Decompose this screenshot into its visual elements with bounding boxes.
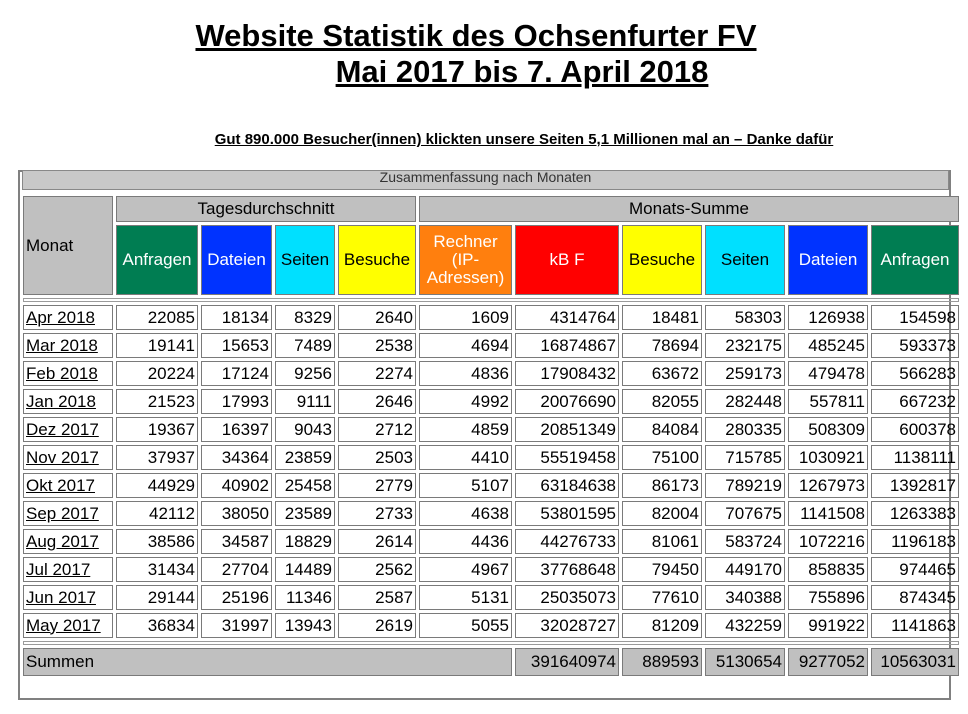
daily-anfragen-cell: 19367 (116, 417, 198, 442)
monthly-seiten-cell: 707675 (705, 501, 785, 526)
monthly-besuche-cell: 79450 (622, 557, 702, 582)
daily-besuche-cell: 2274 (338, 361, 416, 386)
month-link[interactable]: Feb 2018 (26, 363, 98, 383)
summen-label: Summen (23, 648, 512, 676)
monthly-seiten-cell: 282448 (705, 389, 785, 414)
daily-seiten-cell: 9111 (275, 389, 335, 414)
daily-besuche-cell: 2562 (338, 557, 416, 582)
month-cell (23, 529, 113, 554)
daily-anfragen-cell: 44929 (116, 473, 198, 498)
summen-kbf: 391640974 (515, 648, 619, 676)
footer-separator (23, 641, 959, 645)
kbf-cell: 20076690 (515, 389, 619, 414)
rechner-cell: 4436 (419, 529, 512, 554)
kbf-cell: 55519458 (515, 445, 619, 470)
monthly-dateien-cell: 508309 (788, 417, 868, 442)
kbf-cell: 44276733 (515, 529, 619, 554)
month-cell (23, 389, 113, 414)
month-link[interactable]: Okt 2017 (26, 475, 95, 495)
month-cell (23, 305, 113, 330)
monthly-dateien-cell: 1267973 (788, 473, 868, 498)
table-row (23, 333, 959, 358)
monthly-anfragen-cell: 593373 (871, 333, 959, 358)
daily-anfragen-cell: 20224 (116, 361, 198, 386)
table-row (23, 305, 959, 330)
daily-seiten-cell: 9043 (275, 417, 335, 442)
daily-dateien-cell: 27704 (201, 557, 272, 582)
table-row (23, 445, 959, 470)
monthly-besuche-cell: 82004 (622, 501, 702, 526)
rechner-cell: 5055 (419, 613, 512, 638)
daily-dateien-cell: 31997 (201, 613, 272, 638)
monthly-anfragen-cell: 600378 (871, 417, 959, 442)
monthly-seiten-cell: 715785 (705, 445, 785, 470)
daily-anfragen-cell: 36834 (116, 613, 198, 638)
monthly-seiten-cell: 259173 (705, 361, 785, 386)
monthly-anfragen-cell: 1263383 (871, 501, 959, 526)
monthly-anfragen-cell: 1196183 (871, 529, 959, 554)
daily-seiten-cell: 14489 (275, 557, 335, 582)
table-body (23, 305, 959, 638)
daily-besuche-cell: 2646 (338, 389, 416, 414)
column-header-daily-dateien: Dateien (201, 225, 272, 295)
rechner-cell: 1609 (419, 305, 512, 330)
monthly-dateien-cell: 1141508 (788, 501, 868, 526)
daily-anfragen-cell: 42112 (116, 501, 198, 526)
table-row (23, 389, 959, 414)
rechner-cell: 4859 (419, 417, 512, 442)
table-row (23, 473, 959, 498)
monthly-besuche-cell: 18481 (622, 305, 702, 330)
rechner-cell: 4967 (419, 557, 512, 582)
monthly-anfragen-cell: 874345 (871, 585, 959, 610)
month-cell (23, 501, 113, 526)
monthly-dateien-cell: 755896 (788, 585, 868, 610)
table-row (23, 529, 959, 554)
daily-besuche-cell: 2614 (338, 529, 416, 554)
table-row (23, 585, 959, 610)
daily-anfragen-cell: 22085 (116, 305, 198, 330)
daily-seiten-cell: 7489 (275, 333, 335, 358)
daily-dateien-cell: 16397 (201, 417, 272, 442)
monthly-anfragen-cell: 1141863 (871, 613, 959, 638)
daily-besuche-cell: 2779 (338, 473, 416, 498)
month-cell (23, 333, 113, 358)
month-link[interactable]: May 2017 (26, 615, 101, 635)
monthly-besuche-cell: 75100 (622, 445, 702, 470)
kbf-cell: 32028727 (515, 613, 619, 638)
table-row (23, 613, 959, 638)
monthly-besuche-cell: 78694 (622, 333, 702, 358)
daily-seiten-cell: 23859 (275, 445, 335, 470)
column-header-monthly-besuche: Besuche (622, 225, 702, 295)
daily-besuche-cell: 2712 (338, 417, 416, 442)
column-header-rechner: Rechner (IP-Adressen) (419, 225, 512, 295)
rechner-cell: 4638 (419, 501, 512, 526)
daily-anfragen-cell: 29144 (116, 585, 198, 610)
daily-anfragen-cell: 31434 (116, 557, 198, 582)
monthly-dateien-cell: 557811 (788, 389, 868, 414)
column-header-daily-seiten: Seiten (275, 225, 335, 295)
summen-besuche: 889593 (622, 648, 702, 676)
group-header-daily: Tagesdurchschnitt (116, 196, 416, 222)
daily-anfragen-cell: 19141 (116, 333, 198, 358)
daily-dateien-cell: 38050 (201, 501, 272, 526)
monthly-seiten-cell: 280335 (705, 417, 785, 442)
daily-dateien-cell: 17993 (201, 389, 272, 414)
monthly-anfragen-cell: 154598 (871, 305, 959, 330)
monthly-dateien-cell: 479478 (788, 361, 868, 386)
daily-dateien-cell: 18134 (201, 305, 272, 330)
summen-seiten: 5130654 (705, 648, 785, 676)
daily-dateien-cell: 34587 (201, 529, 272, 554)
month-cell (23, 557, 113, 582)
kbf-cell: 17908432 (515, 361, 619, 386)
kbf-cell: 20851349 (515, 417, 619, 442)
monthly-besuche-cell: 86173 (622, 473, 702, 498)
monthly-besuche-cell: 81209 (622, 613, 702, 638)
month-cell (23, 445, 113, 470)
column-header-daily-anfragen: Anfragen (116, 225, 198, 295)
column-header-monat: Monat (23, 196, 113, 295)
kbf-cell: 37768648 (515, 557, 619, 582)
daily-besuche-cell: 2733 (338, 501, 416, 526)
monthly-seiten-cell: 449170 (705, 557, 785, 582)
month-link[interactable]: Jan 2018 (26, 391, 96, 411)
kbf-cell: 16874867 (515, 333, 619, 358)
rechner-cell: 4410 (419, 445, 512, 470)
monthly-anfragen-cell: 974465 (871, 557, 959, 582)
page-title: Website Statistik des Ochsenfurter FV (195, 18, 757, 53)
monthly-besuche-cell: 84084 (622, 417, 702, 442)
monthly-dateien-cell: 1072216 (788, 529, 868, 554)
month-link[interactable]: Jul 2017 (26, 559, 91, 579)
daily-dateien-cell: 15653 (201, 333, 272, 358)
month-cell (23, 417, 113, 442)
monthly-dateien-cell: 1030921 (788, 445, 868, 470)
column-header-monthly-seiten: Seiten (705, 225, 785, 295)
daily-dateien-cell: 17124 (201, 361, 272, 386)
monthly-seiten-cell: 583724 (705, 529, 785, 554)
daily-besuche-cell: 2640 (338, 305, 416, 330)
rechner-cell: 4836 (419, 361, 512, 386)
monthly-dateien-cell: 991922 (788, 613, 868, 638)
daily-seiten-cell: 13943 (275, 613, 335, 638)
monthly-seiten-cell: 58303 (705, 305, 785, 330)
table-row (23, 557, 959, 582)
month-cell (23, 613, 113, 638)
rechner-cell: 5107 (419, 473, 512, 498)
daily-dateien-cell: 40902 (201, 473, 272, 498)
daily-seiten-cell: 9256 (275, 361, 335, 386)
month-link[interactable]: Sep 2017 (26, 503, 99, 523)
summen-dateien: 9277052 (788, 648, 868, 676)
monthly-seiten-cell: 340388 (705, 585, 785, 610)
monthly-besuche-cell: 81061 (622, 529, 702, 554)
kbf-cell: 25035073 (515, 585, 619, 610)
summen-anfragen: 10563031 (871, 648, 959, 676)
daily-besuche-cell: 2619 (338, 613, 416, 638)
daily-seiten-cell: 8329 (275, 305, 335, 330)
daily-besuche-cell: 2587 (338, 585, 416, 610)
daily-anfragen-cell: 38586 (116, 529, 198, 554)
monthly-anfragen-cell: 667232 (871, 389, 959, 414)
rechner-cell: 4992 (419, 389, 512, 414)
month-link[interactable]: Aug 2017 (26, 531, 99, 551)
kbf-cell: 53801595 (515, 501, 619, 526)
monthly-seiten-cell: 789219 (705, 473, 785, 498)
monthly-anfragen-cell: 566283 (871, 361, 959, 386)
month-link[interactable]: Dez 2017 (26, 419, 99, 439)
month-link[interactable]: Apr 2018 (26, 307, 95, 327)
month-link[interactable]: Jun 2017 (26, 587, 96, 607)
daily-besuche-cell: 2538 (338, 333, 416, 358)
month-cell (23, 473, 113, 498)
group-header-monthly: Monats-Summe (419, 196, 959, 222)
column-header-daily-besuche: Besuche (338, 225, 416, 295)
kbf-cell: 4314764 (515, 305, 619, 330)
monthly-besuche-cell: 77610 (622, 585, 702, 610)
table-row (23, 501, 959, 526)
header-separator (23, 298, 959, 302)
monthly-dateien-cell: 858835 (788, 557, 868, 582)
daily-besuche-cell: 2503 (338, 445, 416, 470)
daily-dateien-cell: 34364 (201, 445, 272, 470)
monthly-stats-table (20, 193, 962, 679)
page-subtitle: Gut 890.000 Besucher(innen) klickten unsere Seiten 5,1 Millionen mal an – Danke dafür (214, 131, 834, 148)
kbf-cell: 63184638 (515, 473, 619, 498)
summen-row (23, 648, 959, 676)
rechner-cell: 4694 (419, 333, 512, 358)
month-cell (23, 585, 113, 610)
monthly-dateien-cell: 485245 (788, 333, 868, 358)
column-header-kbf: kB F (515, 225, 619, 295)
daily-anfragen-cell: 37937 (116, 445, 198, 470)
daily-seiten-cell: 23589 (275, 501, 335, 526)
daily-seiten-cell: 11346 (275, 585, 335, 610)
monthly-besuche-cell: 63672 (622, 361, 702, 386)
month-link[interactable]: Mar 2018 (26, 335, 98, 355)
monthly-seiten-cell: 432259 (705, 613, 785, 638)
monthly-besuche-cell: 82055 (622, 389, 702, 414)
table-row (23, 361, 959, 386)
month-cell (23, 361, 113, 386)
month-link[interactable]: Nov 2017 (26, 447, 99, 467)
table-row (23, 417, 959, 442)
monthly-anfragen-cell: 1138111 (871, 445, 959, 470)
monthly-dateien-cell: 126938 (788, 305, 868, 330)
rechner-cell: 5131 (419, 585, 512, 610)
daily-dateien-cell: 25196 (201, 585, 272, 610)
daily-seiten-cell: 18829 (275, 529, 335, 554)
column-header-monthly-anfragen: Anfragen (871, 225, 959, 295)
column-header-monthly-dateien: Dateien (788, 225, 868, 295)
monthly-seiten-cell: 232175 (705, 333, 785, 358)
monthly-anfragen-cell: 1392817 (871, 473, 959, 498)
table-caption: Zusammenfassung nach Monaten (22, 170, 949, 190)
daily-anfragen-cell: 21523 (116, 389, 198, 414)
page-title-period: Mai 2017 bis 7. April 2018 (335, 54, 709, 89)
daily-seiten-cell: 25458 (275, 473, 335, 498)
